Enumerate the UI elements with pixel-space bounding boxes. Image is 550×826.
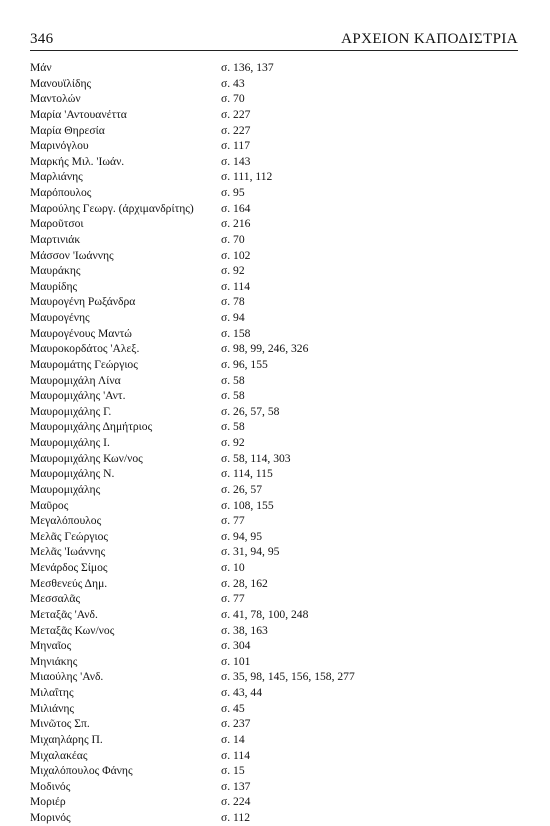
entry-pages: σ. 94 [221,311,245,324]
entry-pages: σ. 102 [221,248,251,262]
entry-pages: σ. 114 [221,279,251,293]
index-entry [30,794,518,810]
entry-name: Μιλιάνης [30,701,74,715]
entry-name: Μαυρογένης [30,311,90,324]
index-entry [30,138,518,154]
entry-name: Μαρία 'Αντουανέττα [30,107,127,121]
entry-name: Μαυρομιχάλης [30,482,101,496]
entry-pages: σ. 43 [221,76,245,90]
entry-pages: σ. 95 [221,186,245,199]
entry-pages: σ. 164 [221,201,251,215]
running-title: ΑΡΧΕΙΟΝ ΚΑΠΟΔΙΣΤΡΙΑ [341,31,518,47]
entry-name: Μαντολών [30,92,81,106]
index-entry [30,232,518,248]
index-entry [30,716,518,732]
entry-pages: σ. 14 [221,732,245,746]
entry-name: Μαυρομιχάλης Γ. [30,404,112,418]
entry-name: Μηνιάκης [30,654,78,668]
index-entry [30,107,518,123]
entry-name: Μιαούλης 'Ανδ. [30,670,104,684]
entry-name: Μαυρομιχάλης Δημήτριος [30,420,153,434]
index-entry [30,560,518,576]
entry-name: Μαυροκορδάτος 'Αλεξ. [30,342,140,356]
entry-pages: σ. 112 [221,811,251,824]
entry-name: Μαυρίδης [30,279,78,293]
entry-pages: σ. 101 [221,654,251,668]
index-entry [30,263,518,279]
entry-name: Μινῶτος Σπ. [30,717,90,731]
entry-pages: σ. 77 [221,514,245,528]
index-entry [30,76,518,92]
entry-pages: σ. 143 [221,154,251,168]
entry-pages: σ. 216 [221,217,251,231]
entry-name: Μορινός [30,811,71,824]
index-entry [30,154,518,170]
entry-name: Μεταξᾶς 'Ανδ. [30,607,98,621]
index-entry [30,685,518,701]
entry-pages: σ. 136, 137 [221,61,274,74]
index-entry [30,607,518,623]
index-entry [30,91,518,107]
entry-name: Μαρούλης Γεωργ. (άρχιμανδρίτης) [30,201,194,215]
entry-name: Μαρινόγλου [30,139,89,153]
entry-name: Μιλαΐτης [30,686,74,699]
index-entry [30,216,518,232]
index-entry [30,341,518,357]
entry-pages: σ. 45 [221,701,245,715]
entry-name: Μενάρδος Σίμος [30,561,108,574]
entry-pages: σ. 227 [221,107,251,121]
entry-pages: σ. 227 [221,123,251,137]
index-entry [30,373,518,389]
entry-name: Μάν [30,61,52,74]
entry-pages: σ. 137 [221,779,251,793]
entry-pages: σ. 92 [221,436,245,449]
entry-pages: σ. 108, 155 [221,498,274,512]
entry-name: Μανουϊλίδης [30,76,92,90]
index-entry [30,169,518,185]
entry-pages: σ. 26, 57, 58 [221,404,280,418]
index-entry [30,513,518,529]
entry-name: Μοριέρ [30,795,66,809]
page-header [30,26,518,48]
index-list [30,60,518,826]
entry-pages: σ. 224 [221,795,251,809]
index-entry [30,529,518,545]
index-entry [30,779,518,795]
entry-pages: σ. 78 [221,295,245,309]
entry-name: Μαῦρος [30,498,69,512]
entry-pages: σ. 114, 115 [221,467,273,481]
index-entry [30,810,518,826]
index-entry [30,701,518,717]
entry-pages: σ. 94, 95 [221,529,263,543]
entry-pages: σ. 158 [221,326,251,340]
index-entry [30,435,518,451]
entry-name: Μαυρομιχάλης 'Αντ. [30,389,126,403]
entry-name: Μιχαηλάρης Π. [30,732,103,746]
entry-name: Μαυρομιχάλης Κων/νος [30,451,143,465]
page-number: 346 [30,31,54,47]
entry-name: Μαυρομιχάλη Λίνα [30,373,121,387]
entry-name: Μεταξᾶς Κων/νος [30,623,115,637]
index-entry [30,294,518,310]
entry-pages: σ. 58 [221,420,245,434]
entry-name: Μάσσον 'Ιωάννης [30,248,114,262]
index-entry [30,326,518,342]
index-entry [30,310,518,326]
entry-pages: σ. 77 [221,592,245,606]
entry-name: Μεσθενεύς Δημ. [30,576,108,590]
entry-name: Μηναῖος [30,639,72,653]
index-entry [30,466,518,482]
entry-pages: σ. 10 [221,561,245,574]
entry-pages: σ. 58, 114, 303 [221,451,291,465]
entry-name: Μαυρομιχάλης Ι. [30,436,110,449]
entry-name: Μαρλιάνης [30,170,83,184]
entry-name: Μεσσαλᾶς [30,592,81,606]
entry-pages: σ. 43, 44 [221,686,263,699]
index-entry [30,623,518,639]
entry-name: Μαυράκης [30,264,81,278]
index-entry [30,123,518,139]
index-entry [30,419,518,435]
entry-name: Μαρία Θηρεσία [30,123,105,137]
entry-pages: σ. 237 [221,717,251,731]
entry-pages: σ. 70 [221,92,245,106]
index-entry [30,248,518,264]
entry-name: Μιχαλόπουλος Φάνης [30,764,133,778]
entry-pages: σ. 41, 78, 100, 248 [221,607,309,621]
index-entry [30,669,518,685]
entry-name: Μαροῦτσοι [30,217,84,231]
index-entry [30,591,518,607]
index-entry [30,498,518,514]
entry-name: Μιχαλακέας [30,748,88,762]
entry-name: Μοδινός [30,779,71,793]
index-entry [30,388,518,404]
index-entry [30,638,518,654]
index-entry [30,748,518,764]
index-entry [30,201,518,217]
entry-pages: σ. 15 [221,764,245,778]
entry-pages: σ. 35, 98, 145, 156, 158, 277 [221,670,355,684]
entry-name: Μαυρογένη Ρωξάνδρα [30,295,136,309]
entry-name: Μαρκής Μιλ. 'Ιωάν. [30,154,125,168]
entry-name: Μαρτινιάκ [30,232,81,246]
entry-name: Μαυρομιχάλης Ν. [30,467,115,481]
header-rule [30,50,518,51]
index-entry [30,544,518,560]
index-entry [30,732,518,748]
entry-name: Μελᾶς 'Ιωάννης [30,545,106,559]
entry-pages: σ. 114 [221,748,251,762]
entry-pages: σ. 31, 94, 95 [221,545,280,559]
entry-pages: σ. 304 [221,639,251,653]
entry-pages: σ. 26, 57 [221,482,263,496]
entry-pages: σ. 111, 112 [221,170,273,184]
entry-name: Μαρόπουλος [30,186,92,199]
entry-name: Μαυρομάτης Γεώργιος [30,357,138,371]
entry-pages: σ. 96, 155 [221,357,268,371]
entry-pages: σ. 117 [221,139,251,153]
index-entry [30,654,518,670]
index-entry [30,60,518,76]
entry-pages: σ. 70 [221,232,245,246]
index-entry [30,185,518,201]
index-entry [30,482,518,498]
index-entry [30,763,518,779]
entry-pages: σ. 28, 162 [221,576,268,590]
index-entry [30,357,518,373]
index-entry [30,451,518,467]
entry-name: Μελᾶς Γεώργιος [30,529,108,543]
index-entry [30,404,518,420]
entry-name: Μεγαλόπουλος [30,514,102,528]
index-entry [30,576,518,592]
entry-name: Μαυρογένους Μαντώ [30,326,132,340]
index-entry [30,279,518,295]
entry-pages: σ. 38, 163 [221,623,268,637]
entry-pages: σ. 92 [221,264,245,278]
entry-pages: σ. 58 [221,373,245,387]
entry-pages: σ. 58 [221,389,245,403]
entry-pages: σ. 98, 99, 246, 326 [221,342,309,356]
